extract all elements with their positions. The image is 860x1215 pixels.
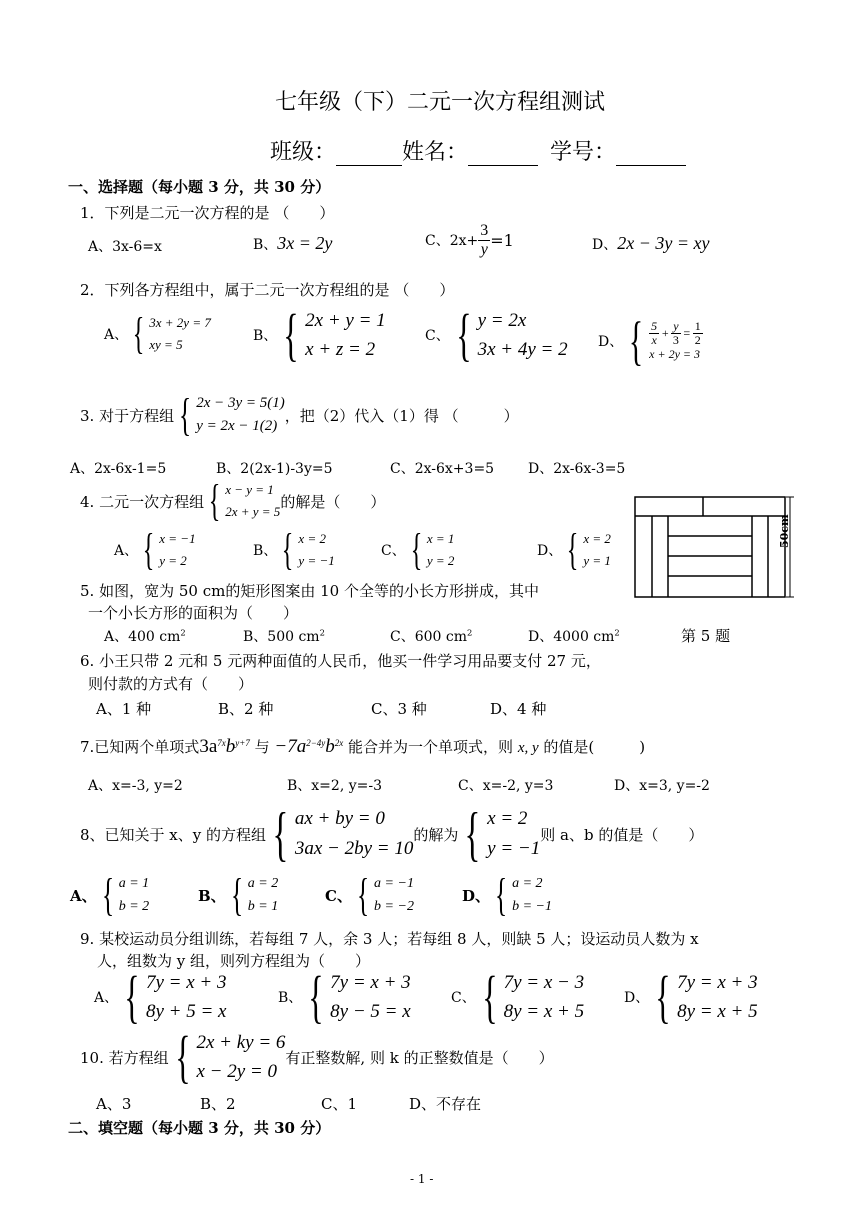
q1-option-c: C、2x+ $\frac{3}{y}$ =1 bbox=[425, 222, 514, 258]
q6-option-a: A、1 种 bbox=[96, 700, 152, 718]
q6-option-d: D、4 种 bbox=[490, 700, 547, 718]
q7-option-c: C、x=-2, y=3 bbox=[458, 778, 554, 794]
q5-stem-line1: 5. 如图，宽为 50 cm的矩形图案由 10 个全等的小长方形拼成，其中 bbox=[80, 582, 539, 600]
q2-option-a: A、 { 3x + 2y = 7 xy = 5 bbox=[104, 309, 211, 358]
q5-width-label: 50cm bbox=[778, 514, 791, 548]
q4-option-d: D、 { x = 2 y = 1 bbox=[537, 525, 611, 574]
q8-option-b: B、 { a = 2 b = 1 bbox=[198, 869, 279, 920]
class-blank[interactable] bbox=[336, 147, 402, 166]
q9-stem-line1: 9. 某校运动员分组训练，若每组 7 人，余 3 人；若每组 8 人，则缺 5 人；设运动员人数为 x bbox=[80, 930, 699, 948]
q1-option-d: D、2x − 3y = xy bbox=[592, 233, 710, 253]
section-heading-fill-in: 二、填空题（每小题 3 分，共 30 分） bbox=[68, 1119, 331, 1137]
q7-option-d: D、x=3, y=-2 bbox=[614, 778, 710, 794]
q8-stem: 8、已知关于 x、y 的方程组 { ax + by = 0 3ax − 2by = 10 的解为 { x = 2 y = −1 则 a、b 的值是（ ） bbox=[80, 801, 704, 867]
q7-stem: 7.已知两个单项式$3a^{7x}b^{y+7}$ 与 $-7a^{2-4y}b^{2x}$ 能合并为一个单项式，则 x, y 的值是( ) bbox=[80, 736, 646, 757]
q4-stem: 4. 二元一次方程组 { x − y = 1 2x + y = 5 的解是（ ） bbox=[80, 476, 386, 525]
q3-option-a: A、2x-6x-1=5 bbox=[70, 461, 167, 477]
student-info-line bbox=[270, 135, 686, 166]
q4-option-a: A、 { x = −1 y = 2 bbox=[114, 525, 196, 574]
q5-rectangle-figure bbox=[630, 492, 800, 604]
q8-option-c: C、 { a = −1 b = −2 bbox=[325, 869, 414, 920]
q5-option-c: C、600 $cm^2$ bbox=[390, 627, 473, 645]
name-blank[interactable] bbox=[468, 147, 538, 166]
q4-system: { x − y = 1 2x + y = 5 bbox=[208, 476, 281, 525]
q3-option-d: D、2x-6x-3=5 bbox=[528, 461, 626, 477]
student-id-label: 学号： bbox=[550, 140, 617, 165]
q5-option-a: A、400 $cm^2$ bbox=[104, 627, 186, 645]
class-label: 班级： bbox=[270, 140, 337, 165]
q6-option-c: C、3 种 bbox=[371, 700, 427, 718]
q10-option-c: C、1 bbox=[321, 1095, 358, 1113]
q2-c-system: { y = 2x 3x + 4y = 2 bbox=[455, 302, 568, 367]
q5-option-b: B、500 $cm^2$ bbox=[243, 627, 325, 645]
outer-rectangle bbox=[635, 497, 785, 597]
q9-option-d: D、 { 7y = x + 3 8y = x + 5 bbox=[624, 964, 758, 1029]
q9-stem-line2: 人，组数为 y 组，则列方程组为（ ） bbox=[97, 952, 371, 970]
student-id-blank[interactable] bbox=[616, 147, 686, 166]
q2-b-system: { 2x + y = 1 x + z = 2 bbox=[283, 302, 386, 367]
q8-solution-system: { x = 2 y = −1 bbox=[464, 801, 541, 867]
q2-stem: 2．下列各方程组中，属于二元一次方程组的是 （ ） bbox=[80, 281, 455, 299]
q10-stem: 10. 若方程组 { 2x + ky = 6 x − 2y = 0 有正整数解, 则 k 的正整数值是（ ） bbox=[80, 1024, 554, 1089]
q10-option-b: B、2 bbox=[200, 1095, 236, 1113]
q1-stem: 1．下列是二元一次方程的是 （ ） bbox=[80, 204, 335, 222]
q6-stem-line1: 6. 小王只带 2 元和 5 元两种面值的人民币，他买一件学习用品要支付 27 元， bbox=[80, 652, 601, 670]
page-number: - 1 - bbox=[410, 1172, 434, 1186]
q6-option-b: B、2 种 bbox=[218, 700, 274, 718]
q2-option-c: C、 { y = 2x 3x + 4y = 2 bbox=[425, 302, 568, 367]
q3-option-b: B、2(2x-1)-3y=5 bbox=[216, 461, 333, 477]
q6-stem-line2: 则付款的方式有（ ） bbox=[88, 675, 254, 693]
q2-option-d: D、 { $\frac{5}{x}$ + $\frac{y}{3}$ = $\frac{1}{2}$ x + 2y = 3 bbox=[598, 311, 701, 371]
q1-option-b: B、3x = 2y bbox=[253, 233, 333, 253]
name-label: 姓名： bbox=[402, 140, 469, 165]
q8-option-a: A、 { a = 1 b = 2 bbox=[70, 869, 150, 920]
q4-option-b: B、 { x = 2 y = −1 bbox=[253, 525, 335, 574]
q2-option-b: B、 { 2x + y = 1 x + z = 2 bbox=[253, 302, 386, 367]
q8-system: { ax + by = 0 3ax − 2by = 10 bbox=[272, 801, 414, 867]
q5-stem-line2: 一个小长方形的面积为（ ） bbox=[88, 604, 299, 622]
q4-option-c: C、 { x = 1 y = 2 bbox=[381, 525, 455, 574]
q9-option-a: A、 { 7y = x + 3 8y + 5 = x bbox=[94, 964, 227, 1029]
q10-system: { 2x + ky = 6 x − 2y = 0 bbox=[174, 1024, 286, 1089]
q10-option-a: A、3 bbox=[96, 1095, 132, 1113]
q3-stem: 3. 对于方程组 { 2x − 3y = 5(1) y = 2x − 1(2) ，把（2）代入（1）得 （ ） bbox=[80, 389, 519, 440]
q7-option-b: B、x=2, y=-3 bbox=[287, 778, 382, 794]
q2-d-system: { $\frac{5}{x}$ + $\frac{y}{3}$ = $\frac{1}{2}$ x + 2y = 3 bbox=[629, 311, 701, 371]
q1-option-a: A、3x-6=x bbox=[88, 239, 162, 255]
q3-option-c: C、2x-6x+3=5 bbox=[390, 461, 495, 477]
q9-option-c: C、 { 7y = x − 3 8y = x + 5 bbox=[451, 964, 585, 1029]
q5-option-d: D、4000 $cm^2$ bbox=[528, 627, 620, 645]
q2-a-system: { 3x + 2y = 7 xy = 5 bbox=[132, 309, 211, 358]
q5-figure-caption: 第 5 题 bbox=[681, 627, 731, 645]
section-heading-choice: 一、选择题（每小题 3 分，共 30 分） bbox=[68, 178, 331, 196]
q7-option-a: A、x=-3, y=2 bbox=[88, 778, 183, 794]
q8-option-d: D、 { a = 2 b = −1 bbox=[462, 869, 553, 920]
page-title: 七年级（下）二元一次方程组测试 bbox=[275, 90, 606, 115]
q9-option-b: B、 { 7y = x + 3 8y − 5 = x bbox=[278, 964, 411, 1029]
q10-option-d: D、不存在 bbox=[409, 1095, 482, 1113]
q3-system: { 2x − 3y = 5(1) y = 2x − 1(2) bbox=[179, 389, 285, 440]
